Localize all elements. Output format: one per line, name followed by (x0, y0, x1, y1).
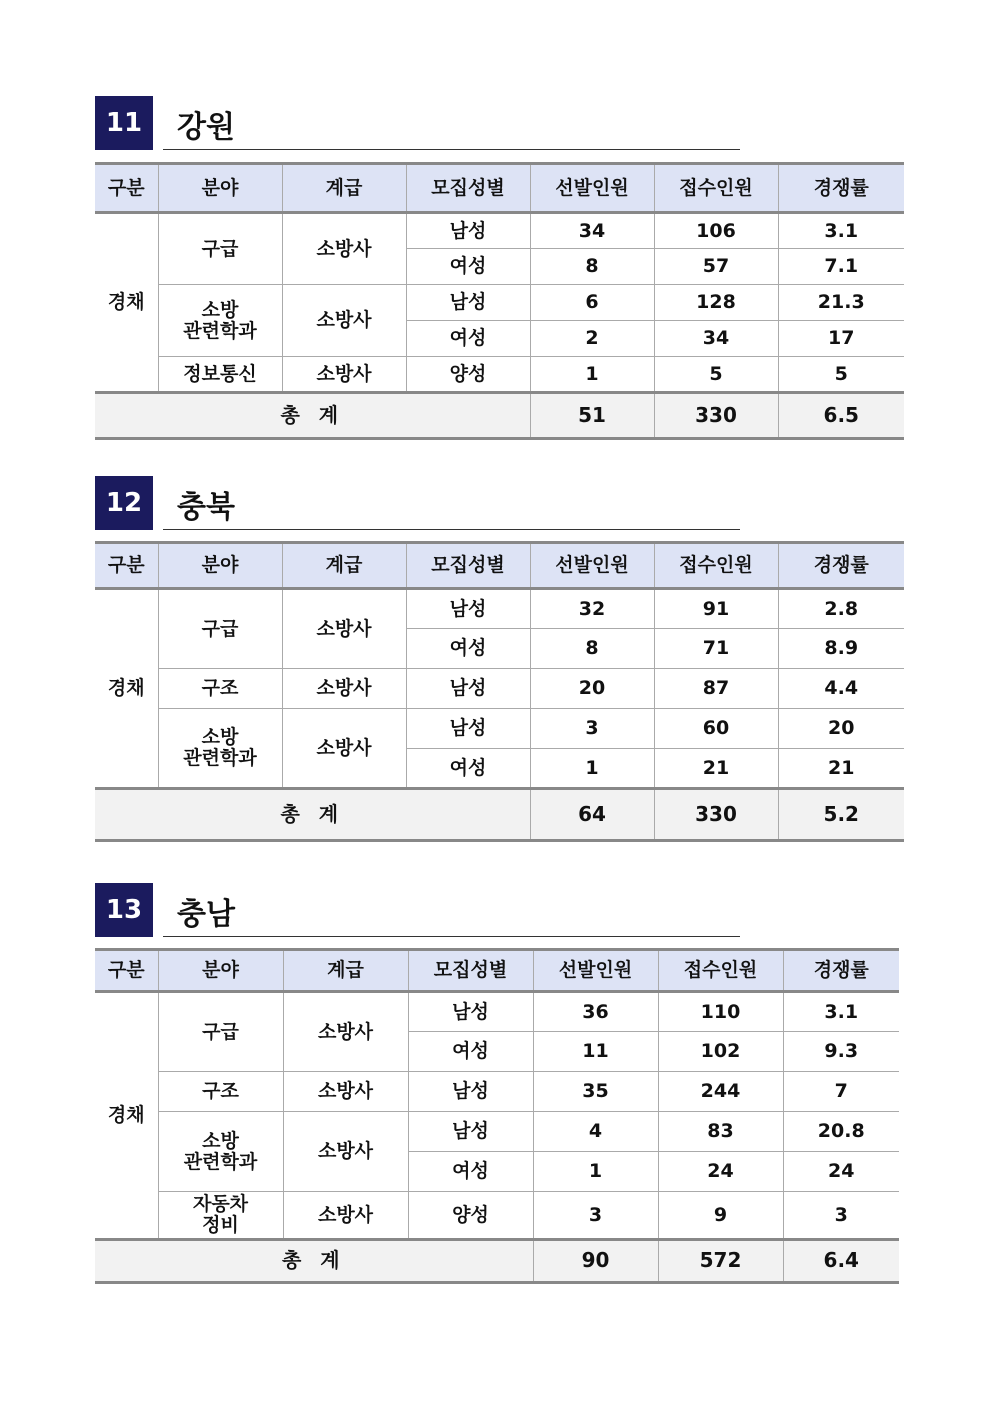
section-title: 강원 (177, 110, 235, 145)
field-line: 관련학과 (183, 1150, 258, 1173)
rank-cell: 소방사 (282, 669, 406, 709)
recruitment-table (95, 948, 899, 1284)
field-cell: 구급 (158, 213, 282, 285)
gender-cell: 남성 (408, 992, 533, 1032)
header-cell: 분야 (158, 950, 283, 992)
title-underline (163, 936, 740, 937)
ratio-cell: 7 (783, 1072, 899, 1112)
section-gangwon (95, 96, 869, 427)
section-header (95, 96, 740, 152)
ratio-cell: 3 (783, 1192, 899, 1240)
ratio-cell: 2.8 (778, 589, 904, 629)
ratio-cell: 21 (778, 749, 904, 789)
rank-cell: 소방사 (283, 1072, 408, 1112)
selected-cell: 8 (530, 629, 654, 669)
applicants-cell: 244 (658, 1072, 783, 1112)
total-ratio: 6.4 (783, 1240, 899, 1283)
header-cell: 접수인원 (658, 950, 783, 992)
gender-cell: 양성 (408, 1192, 533, 1240)
header-cell: 계급 (282, 543, 406, 589)
gender-cell: 남성 (408, 1112, 533, 1152)
header-cell: 경쟁률 (778, 543, 904, 589)
table-row (95, 669, 904, 709)
recruitment-table (95, 541, 904, 842)
total-row (95, 1240, 899, 1283)
header-cell: 경쟁률 (778, 164, 904, 213)
header-cell: 분야 (158, 543, 282, 589)
field-line: 소방 (202, 1129, 239, 1152)
total-label: 총 계 (95, 1240, 533, 1283)
applicants-cell: 57 (654, 249, 778, 285)
total-selected: 51 (530, 393, 654, 439)
selected-cell: 1 (533, 1152, 658, 1192)
gender-cell: 양성 (406, 357, 530, 393)
header-cell: 계급 (282, 164, 406, 213)
applicants-cell: 21 (654, 749, 778, 789)
field-cell: 구급 (158, 589, 282, 669)
total-ratio: 5.2 (778, 789, 904, 841)
header-cell: 모집성별 (406, 543, 530, 589)
selected-cell: 4 (533, 1112, 658, 1152)
gender-cell: 여성 (406, 321, 530, 357)
selected-cell: 32 (530, 589, 654, 629)
ratio-cell: 24 (783, 1152, 899, 1192)
total-label: 총 계 (95, 393, 530, 439)
table-row (95, 1192, 899, 1240)
field-line: 소방 (201, 726, 239, 749)
ratio-cell: 3.1 (778, 213, 904, 249)
field-cell (158, 709, 282, 789)
field-cell (158, 1192, 283, 1240)
section-number: 11 (95, 96, 153, 150)
table-row (95, 589, 904, 629)
header-cell: 선발인원 (533, 950, 658, 992)
table-row (95, 285, 904, 321)
category-cell: 경채 (95, 992, 158, 1240)
table-row (95, 1112, 899, 1152)
applicants-cell: 83 (658, 1112, 783, 1152)
gender-cell: 남성 (408, 1072, 533, 1112)
header-cell: 구분 (95, 164, 158, 213)
rank-cell: 소방사 (282, 357, 406, 393)
header-cell: 접수인원 (654, 543, 778, 589)
selected-cell: 36 (533, 992, 658, 1032)
ratio-cell: 5 (778, 357, 904, 393)
field-cell: 구조 (158, 669, 282, 709)
field-line: 정비 (202, 1214, 239, 1236)
applicants-cell: 110 (658, 992, 783, 1032)
header-cell: 접수인원 (654, 164, 778, 213)
total-selected: 90 (533, 1240, 658, 1283)
selected-cell: 20 (530, 669, 654, 709)
applicants-cell: 87 (654, 669, 778, 709)
field-line: 소방 (201, 298, 239, 321)
section-header (95, 883, 740, 939)
header-cell: 구분 (95, 950, 158, 992)
applicants-cell: 60 (654, 709, 778, 749)
total-applicants: 330 (654, 789, 778, 841)
selected-cell: 34 (530, 213, 654, 249)
total-selected: 64 (530, 789, 654, 841)
ratio-cell: 21.3 (778, 285, 904, 321)
title-underline (163, 529, 740, 530)
ratio-cell: 20 (778, 709, 904, 749)
selected-cell: 1 (530, 357, 654, 393)
ratio-cell: 3.1 (783, 992, 899, 1032)
ratio-cell: 9.3 (783, 1032, 899, 1072)
field-cell (158, 1112, 283, 1192)
gender-cell: 남성 (406, 669, 530, 709)
ratio-cell: 17 (778, 321, 904, 357)
ratio-cell: 7.1 (778, 249, 904, 285)
field-line: 관련학과 (183, 319, 257, 342)
table-row (95, 357, 904, 393)
selected-cell: 3 (533, 1192, 658, 1240)
header-cell: 경쟁률 (783, 950, 899, 992)
selected-cell: 6 (530, 285, 654, 321)
rank-cell: 소방사 (283, 1192, 408, 1240)
category-cell: 경채 (95, 589, 158, 789)
table-row (95, 709, 904, 749)
table-row (95, 213, 904, 249)
category-cell: 경채 (95, 213, 158, 393)
selected-cell: 8 (530, 249, 654, 285)
section-chungnam (95, 883, 869, 1273)
selected-cell: 11 (533, 1032, 658, 1072)
field-cell (158, 285, 282, 357)
total-applicants: 330 (654, 393, 778, 439)
table-row (95, 992, 899, 1032)
gender-cell: 남성 (406, 285, 530, 321)
selected-cell: 35 (533, 1072, 658, 1112)
gender-cell: 여성 (406, 249, 530, 285)
header-cell: 선발인원 (530, 543, 654, 589)
applicants-cell: 128 (654, 285, 778, 321)
field-line: 자동차 (192, 1193, 249, 1216)
section-header (95, 476, 740, 532)
field-cell: 구조 (158, 1072, 283, 1112)
total-row (95, 789, 904, 841)
section-title: 충남 (177, 897, 235, 932)
applicants-cell: 102 (658, 1032, 783, 1072)
rank-cell: 소방사 (282, 589, 406, 669)
header-cell: 선발인원 (530, 164, 654, 213)
applicants-cell: 106 (654, 213, 778, 249)
table-header-row (95, 543, 904, 589)
field-cell: 구급 (158, 992, 283, 1072)
section-number: 13 (95, 883, 153, 937)
field-line: 관련학과 (183, 747, 257, 769)
gender-cell: 여성 (408, 1032, 533, 1072)
title-underline (163, 149, 740, 150)
gender-cell: 여성 (406, 629, 530, 669)
rank-cell: 소방사 (282, 285, 406, 357)
header-cell: 모집성별 (408, 950, 533, 992)
total-label: 총 계 (95, 789, 530, 841)
header-cell: 모집성별 (406, 164, 530, 213)
gender-cell: 남성 (406, 589, 530, 629)
gender-cell: 여성 (406, 749, 530, 789)
applicants-cell: 91 (654, 589, 778, 629)
rank-cell: 소방사 (282, 213, 406, 285)
applicants-cell: 34 (654, 321, 778, 357)
section-chungbuk (95, 476, 869, 826)
ratio-cell: 4.4 (778, 669, 904, 709)
ratio-cell: 20.8 (783, 1112, 899, 1152)
applicants-cell: 9 (658, 1192, 783, 1240)
applicants-cell: 24 (658, 1152, 783, 1192)
section-number: 12 (95, 476, 153, 530)
ratio-cell: 8.9 (778, 629, 904, 669)
header-cell: 구분 (95, 543, 158, 589)
recruitment-table (95, 162, 904, 440)
rank-cell: 소방사 (282, 709, 406, 789)
selected-cell: 1 (530, 749, 654, 789)
total-ratio: 6.5 (778, 393, 904, 439)
rank-cell: 소방사 (283, 992, 408, 1072)
gender-cell: 남성 (406, 709, 530, 749)
field-cell: 정보통신 (158, 357, 282, 393)
applicants-cell: 71 (654, 629, 778, 669)
rank-cell: 소방사 (283, 1112, 408, 1192)
total-row (95, 393, 904, 439)
selected-cell: 3 (530, 709, 654, 749)
gender-cell: 남성 (406, 213, 530, 249)
table-header-row (95, 950, 899, 992)
total-applicants: 572 (658, 1240, 783, 1283)
applicants-cell: 5 (654, 357, 778, 393)
selected-cell: 2 (530, 321, 654, 357)
header-cell: 계급 (283, 950, 408, 992)
table-header-row (95, 164, 904, 213)
header-cell: 분야 (158, 164, 282, 213)
table-row (95, 1072, 899, 1112)
section-title: 충북 (177, 490, 235, 525)
gender-cell: 여성 (408, 1152, 533, 1192)
